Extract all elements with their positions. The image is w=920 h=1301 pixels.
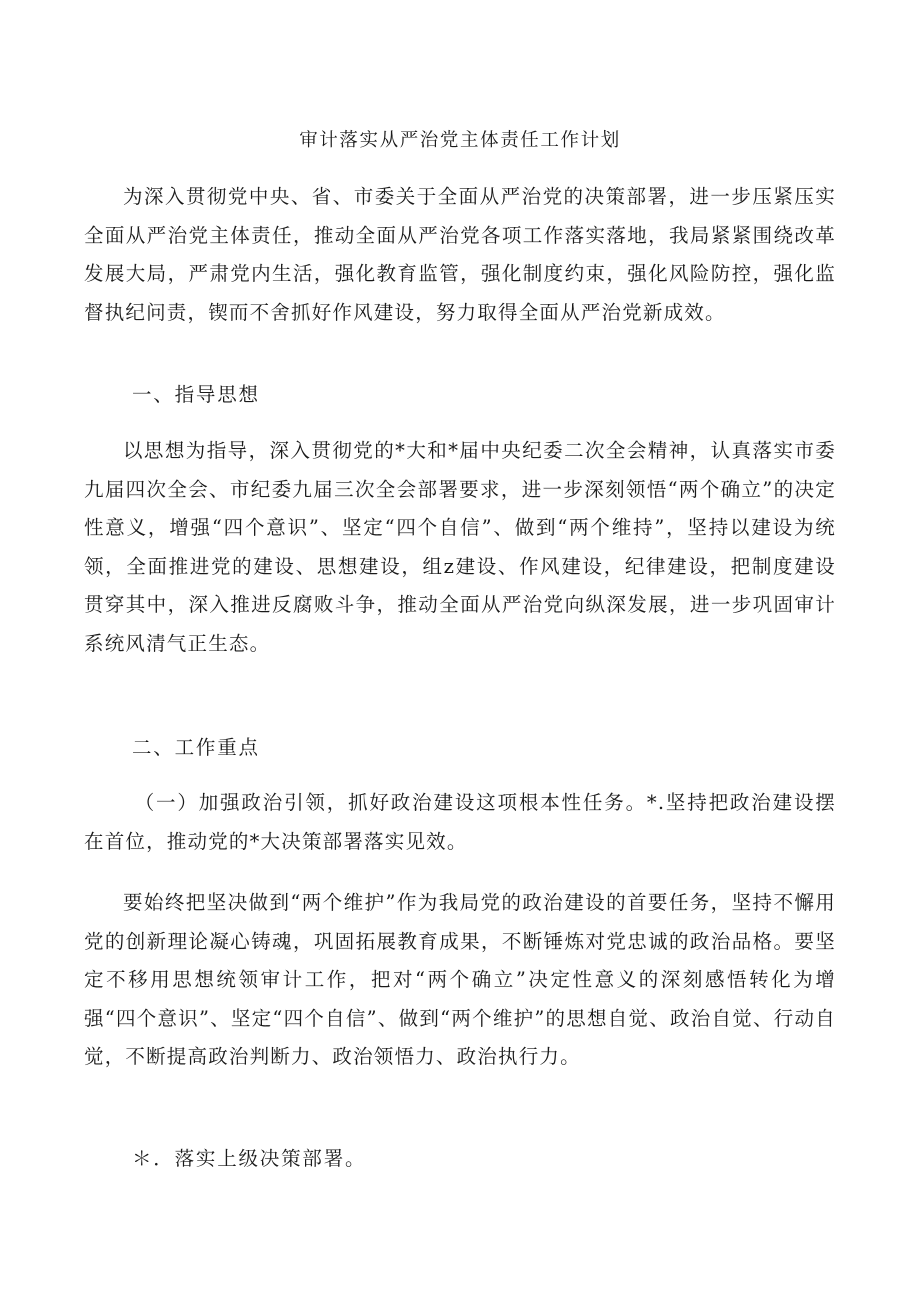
item-heading-implement-decisions: ＊．落实上级决策部署。 <box>132 1147 367 1170</box>
guiding-ideology-paragraph: 以思想为指导，深入贯彻党的*大和*届中央纪委二次全会精神，认真落实市委九届四次全会、市纪委九届三次全会部署要求，进一步深刻领悟“两个确立”的决定性意义，增强“四个意识”、坚定“四个自信”、做到“两个维持”，坚持以建设为统领，全面推进党的建设、思想建设，组z建设、作风建设，纪律建设，把制度建设贯穿其中，深入推进反腐败斗争，推动全面从严治党向纵深发展，进一步巩固审计系统风清气正生态。 <box>84 439 836 655</box>
subsection-political-leadership: （一）加强政治引领，抓好政治建设这项根本性任务。*.坚持把政治建设摆在首位，推动党的*大决策部署落实见效。 <box>84 791 836 853</box>
political-building-paragraph: 要始终把坚决做到“两个维护”作为我局党的政治建设的首要任务，坚持不懈用党的创新理论凝心铸魂，巩固拓展教育成果，不断锤炼对党忠诚的政治品格。要坚定不移用思想统领审计工作，把对“两个确立”决定性意义的深刻感悟转化为增强“四个意识”、坚定“四个自信”、做到“两个维护”的思想自觉、政治自觉、行动自觉，不断提高政治判断力、政治领悟力、政治执行力。 <box>84 891 836 1068</box>
section-heading-work-focus: 二、工作重点 <box>132 736 260 759</box>
section-heading-guiding-ideology: 一、指导思想 <box>132 383 260 406</box>
intro-paragraph: 为深入贯彻党中央、省、市委关于全面从严治党的决策部署，进一步压紧压实全面从严治党主体责任，推动全面从严治党各项工作落实落地，我局紧紧围绕改革发展大局，严肃党内生活，强化教育监管，强化制度约束，强化风险防控，强化监督执纪问责，锲而不舍抓好作风建设，努力取得全面从严治党新成效。 <box>84 185 836 324</box>
document-title: 审计落实从严治党主体责任工作计划 <box>299 130 621 151</box>
